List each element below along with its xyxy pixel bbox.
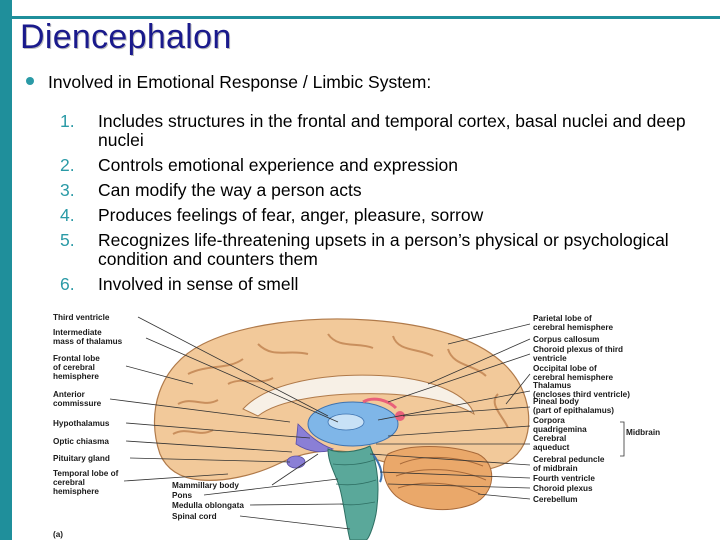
label-pituitary-gland: Pituitary gland: [53, 454, 110, 463]
label-panel-a: (a): [53, 530, 64, 539]
label-intermediate-mass: Intermediate mass of thalamus: [53, 328, 123, 346]
label-medulla-oblongata: Medulla oblongata: [172, 501, 244, 510]
list-item: [60, 181, 700, 200]
label-choroid-plexus-third-ventricle: Choroid plexus of third ventricle: [533, 345, 624, 363]
label-occipital-lobe: Occipital lobe of cerebral hemisphere: [533, 364, 614, 382]
label-pineal-body: Pineal body (part of epithalamus): [533, 397, 614, 415]
bullet-dot-icon: [26, 77, 34, 85]
numbered-list: [60, 112, 700, 300]
label-cerebral-aqueduct: Cerebral aqueduct: [533, 434, 570, 452]
list-item: [60, 275, 700, 294]
label-parietal-lobe: Parietal lobe of cerebral hemisphere: [533, 314, 614, 332]
list-item: [60, 156, 700, 175]
label-corpora-quadrigemina: Corpora quadrigemina: [533, 416, 587, 434]
label-spinal-cord: Spinal cord: [172, 512, 217, 521]
label-temporal-lobe: Temporal lobe of cerebral hemisphere: [53, 469, 119, 496]
list-text: Recognizes life-threatening upsets in a person’s physical or psychological condition and counters them: [98, 230, 669, 269]
list-text: Can modify the way a person acts: [98, 180, 362, 200]
list-number: 1.: [60, 111, 75, 131]
list-text: Involved in sense of smell: [98, 274, 299, 294]
slide-frame-left-bar: [0, 0, 12, 540]
list-text: Controls emotional experience and expression: [98, 155, 458, 175]
main-bullet: [26, 72, 431, 93]
label-corpus-callosum: Corpus callosum: [533, 335, 600, 344]
list-item: [60, 231, 700, 269]
brain-diagram: [28, 304, 720, 540]
label-pons: Pons: [172, 491, 193, 500]
bottom-labels: [172, 481, 244, 521]
left-labels: [53, 313, 123, 539]
right-labels: [533, 314, 660, 504]
list-number: 6.: [60, 274, 75, 294]
label-cerebellum: Cerebellum: [533, 495, 578, 504]
label-mammillary-body: Mammillary body: [172, 481, 239, 490]
label-anterior-commissure: Anterior commissure: [53, 390, 102, 408]
list-number: 3.: [60, 180, 75, 200]
brain-sagittal-figure: [28, 304, 720, 540]
slide-title: Diencephalon: [20, 18, 232, 56]
list-item: [60, 206, 700, 225]
label-fourth-ventricle: Fourth ventricle: [533, 474, 595, 483]
list-item: [60, 112, 700, 150]
label-third-ventricle: Third ventricle: [53, 313, 110, 322]
label-optic-chiasma: Optic chiasma: [53, 437, 109, 446]
list-number: 4.: [60, 205, 75, 225]
list-number: 2.: [60, 155, 75, 175]
main-bullet-text: Involved in Emotional Response / Limbic System:: [48, 72, 432, 92]
list-text: Includes structures in the frontal and temporal cortex, basal nuclei and deep nuclei: [98, 111, 686, 150]
label-midbrain: Midbrain: [626, 428, 661, 437]
label-cerebral-peduncle: Cerebral peduncle of midbrain: [533, 455, 605, 473]
label-choroid-plexus: Choroid plexus: [533, 484, 593, 493]
label-hypothalamus: Hypothalamus: [53, 419, 110, 428]
list-text: Produces feelings of fear, anger, pleasure, sorrow: [98, 205, 484, 225]
label-thalamus: Thalamus (encloses third ventricle): [533, 381, 630, 399]
list-number: 5.: [60, 230, 75, 250]
label-frontal-lobe: Frontal lobe of cerebral hemisphere: [53, 354, 100, 381]
